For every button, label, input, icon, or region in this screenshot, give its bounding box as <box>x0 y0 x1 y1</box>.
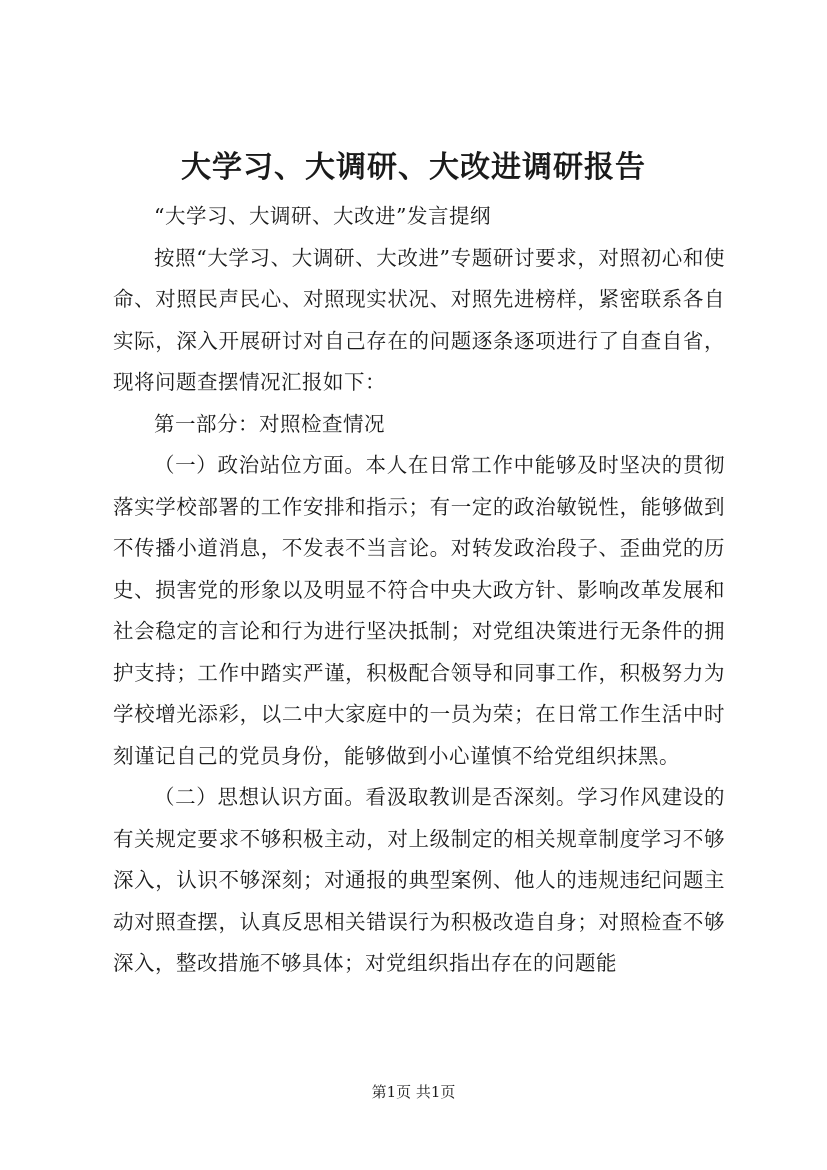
document-title: 大学习、大调研、大改进调研报告 <box>181 150 646 185</box>
political-stance-paragraph: （一）政治站位方面。本人在日常工作中能够及时坚决的贯彻落实学校部署的工作安排和指示；有一定的政治敏锐性，能够做到不传播小道消息，不发表不当言论。对转发政治段子、歪曲党的历史、损害党的形象以及明显不符合中央大政方针、影响改革发展和社会稳定的言论和行为进行坚决抵制；对党组决策进行无条件的拥护支持；工作中踏实严谨，积极配合领导和同事工作，积极努力为学校增光添彩，以二中大家庭中的一员为荣；在日常工作生活中时刻谨记自己的党员身份，能够做到小心谨慎不给党组织抹黑。 <box>113 453 725 768</box>
document-body <box>113 196 725 985</box>
page-footer: 第1页 共1页 <box>371 1083 456 1101</box>
subtitle-paragraph: “大学习、大调研、大改进”发言提纲 <box>154 204 491 228</box>
section-heading: 第一部分：对照检查情况 <box>154 411 385 436</box>
ideological-awareness-paragraph: （二）思想认识方面。看汲取教训是否深刻。学习作风建设的有关规定要求不够积极主动，对上级制定的相关规章制度学习不够深入，认识不够深刻；对通报的典型案例、他人的违规违纪问题主动对照查摆，认真反思相关错误行为积极改造自身；对照检查不够深入，整改措施不够具体；对党组织指出存在的问题能 <box>113 785 725 975</box>
intro-paragraph: 按照“大学习、大调研、大改进”专题研讨要求，对照初心和使命、对照民声民心、对照现实状况、对照先进榜样，紧密联系各自实际，深入开展研讨对自己存在的问题逐条逐项进行了自查自省，现将问题查摆情况汇报如下： <box>113 245 725 394</box>
